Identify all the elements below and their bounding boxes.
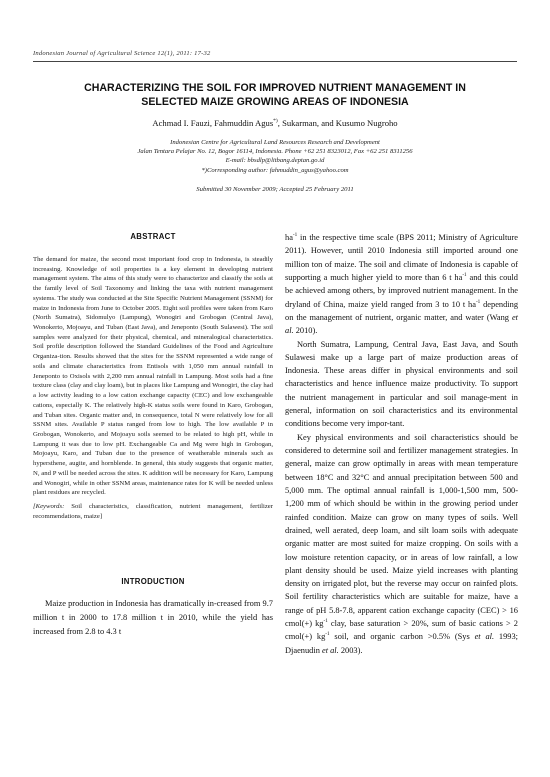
p1-sup-3: -1 bbox=[475, 298, 481, 305]
authors-prefix: Achmad I. Fauzi, Fahmuddin Agus bbox=[152, 118, 274, 128]
authors-suffix: , Sukarman, and Kusumo Nugroho bbox=[277, 118, 398, 128]
right-paragraph-3 bbox=[285, 431, 518, 657]
left-column bbox=[33, 232, 273, 638]
introduction-text: Maize production in Indonesia has dramatically in-creased from 9.7 million t in 2000 to 17.8 million t in 2010, while the yield has increased from 2.8 to 4.3 t bbox=[33, 599, 273, 636]
header-rule bbox=[33, 61, 517, 62]
paper-title bbox=[40, 81, 510, 109]
keywords-label: [Keywords: bbox=[33, 502, 65, 510]
affiliation-email: E-mail: bbsdlp@litbang.deptan.go.id bbox=[225, 157, 325, 165]
keywords bbox=[33, 502, 273, 521]
keywords-text: Soil characteristics, classification, nutrient management, fertilizer recommendations, maize] bbox=[33, 502, 273, 520]
affiliation-line-2: Jalan Tentara Pelajar No. 12, Bogor 16114, Indonesia. Phone +62 251 8323012, Fax +62 251 8311256 bbox=[137, 148, 413, 156]
p3-sup-2: -1 bbox=[325, 631, 330, 638]
title-line-2: SELECTED MAIZE GROWING AREAS OF INDONESIA bbox=[141, 96, 409, 108]
p1-text-e: 2010). bbox=[293, 326, 318, 336]
corresponding-author: *)Corresponding author: fahmuddin_agus@yahoo.com bbox=[201, 166, 349, 174]
introduction-heading: INTRODUCTION bbox=[121, 577, 185, 587]
corresponding-mark: *) bbox=[273, 118, 278, 125]
abstract-heading: ABSTRACT bbox=[130, 232, 176, 241]
p3-text-e: 2003). bbox=[338, 645, 363, 655]
p1-sup-2: -1 bbox=[462, 272, 467, 279]
right-column bbox=[285, 231, 518, 657]
affiliation bbox=[40, 138, 510, 175]
p3-text-c: soil, and organic carbon >0.5% (Sys bbox=[329, 632, 475, 642]
right-paragraph-2: North Sumatra, Lampung, Central Java, East Java, and South Sulawesi make up a large part of maize production areas of Indonesia. These areas differ in physical environments and soil characteristics and hence influence maize productivity. To support the nutrient management in particular and soil manage-ment in general, information on soil characteristics and its environmental conditions become very impor-tant. bbox=[285, 339, 518, 429]
right-paragraph-1 bbox=[285, 231, 518, 338]
p1-text-a: ha bbox=[285, 233, 293, 242]
affiliation-line-1: Indonesian Centre for Agricultural Land Resources Research and Development bbox=[170, 139, 380, 146]
p1-text-b: in the respective time scale (BPS 2011; Ministry of Agriculture 2011). However, until 2010 Indonesia still imported around one million ton of maize. The soil and climate of Indonesia is capable of supporting a much higher yield to more than 6 t ha bbox=[285, 233, 518, 282]
p1-sup: -1 bbox=[292, 232, 298, 239]
p1-citation-etal: et al. bbox=[285, 312, 518, 336]
submission-dates: Submitted 30 November 2009; Accepted 25 February 2011 bbox=[196, 186, 354, 193]
p3-citation-etal-1: et al. bbox=[474, 632, 495, 642]
p3-sup: -1 bbox=[323, 618, 328, 625]
p3-text-a: Key physical environments and soil characteristics should be considered to determine soil and fertilizer management strategies. In general, maize can grow optimally in areas with mean temperature between 18°C and 32°C and annual precipitation between 500 and 5,000 mm. The optimal annual rainfall is 1,000-1,500 mm, 500-1,200 mm of which should be within in the growing period under rainfed condition. Maize can grow on many types of soils. Well drained, well aerated, deep loam, and silt loam soils with adequate organic matter are most suited for maize cropping. On soils with a low moisture retention capacity, or in areas of low rainfall, a low plant density should be used. Maize yield increases with planting density on irrigated plot, but the reverse may occur on rainfed plots. Soil fertility characteristics which are suitable for maize, have a range of pH 5.8-7.8, apparent cation exchange capacity (CEC) > 16 cmol(+) kg bbox=[285, 432, 518, 629]
p3-citation-etal-2: et al. bbox=[321, 645, 339, 655]
p3-text-d: 1993; Djaenudin bbox=[285, 632, 518, 655]
title-line-1: CHARACTERIZING THE SOIL FOR IMPROVED NUTRIENT MANAGEMENT IN bbox=[84, 82, 466, 94]
journal-header: Indonesian Journal of Agricultural Science 12(1), 2011: 17-32 bbox=[33, 50, 211, 57]
p1-text-d: depending on the management of nutrient, organic matter, and water (Wang bbox=[285, 299, 519, 322]
p1-text-c: and this could be achieved among others, by improved nutrient management. In the dryland of China, maize yield ranged from 3 to 10 t ha bbox=[285, 272, 518, 309]
p3-text-b: clay, base saturation > 20%, sum of basic cations > 2 cmol(+) kg bbox=[285, 619, 518, 642]
abstract-text: The demand for maize, the second most important food crop in Indonesia, is steadily increasing. Knowledge of soil properties is a key element in developing nutrient management system. The aims of this study were to characterize and classify the soils at the family level of Soil Taxonomy and linking the taxa with nutrient management systems. The study was conducted at the Site Specific Nutrient Management (SSNM) for maize in Indonesia from June to October 2005. Eight soil profiles were taken from Karo (North Sumatra), Sidomulyo (Lampung), Wonogiri and Grobogan (Central Java), Wonokerto, Mojoayu, and Tuban (East Java), and Jeneponto (South Sulawesi). The soil samples were analyzed for their physical, chemical, and mineralogical characteristics. Soil profile description followed the Standard Guidelines of the Food and Agriculture Organiza-tion. Results showed that the sites for the SSNM represented a wide range of soils and climate characteristics from Entisols with 1,050 mm annual rainfall in Jeneponto to Oxisols with 2,200 mm annual rainfall in Lampung. Most soils had a fine texture class (clay and clay loam), but in places like Lampung and Wonogiri, the clay had a low activity leading to a low cation exchange capacity (CEC) and low exchangeable cations, especially K. The relatively high-K status soils were found in Karo, Grobogan, and Tuban sites. Organic matter and, in consequence, total N were relatively low for all SSNM sites. Available P status ranged from low to high. The low available P in Grobogan, Wonokerto, and Mojoayu soils seemed to be related to high pH, while in Lampung it was due to low pH. Exchangeable Ca and Mg were high in Grobogan, Mojoayu, Karo, and Tuban due to the presence of weatherable minerals such as hypersthene, augite, and hornblende. In general, this study suggests that organic matter, N, and P will be needed across the sites. K addition will be necessary for Karo, Lampung and Wonogiri, while in other SSNM areas, maintenance rates for K will be needed unless plant residues are recycled. bbox=[33, 256, 273, 497]
authors bbox=[40, 118, 510, 128]
